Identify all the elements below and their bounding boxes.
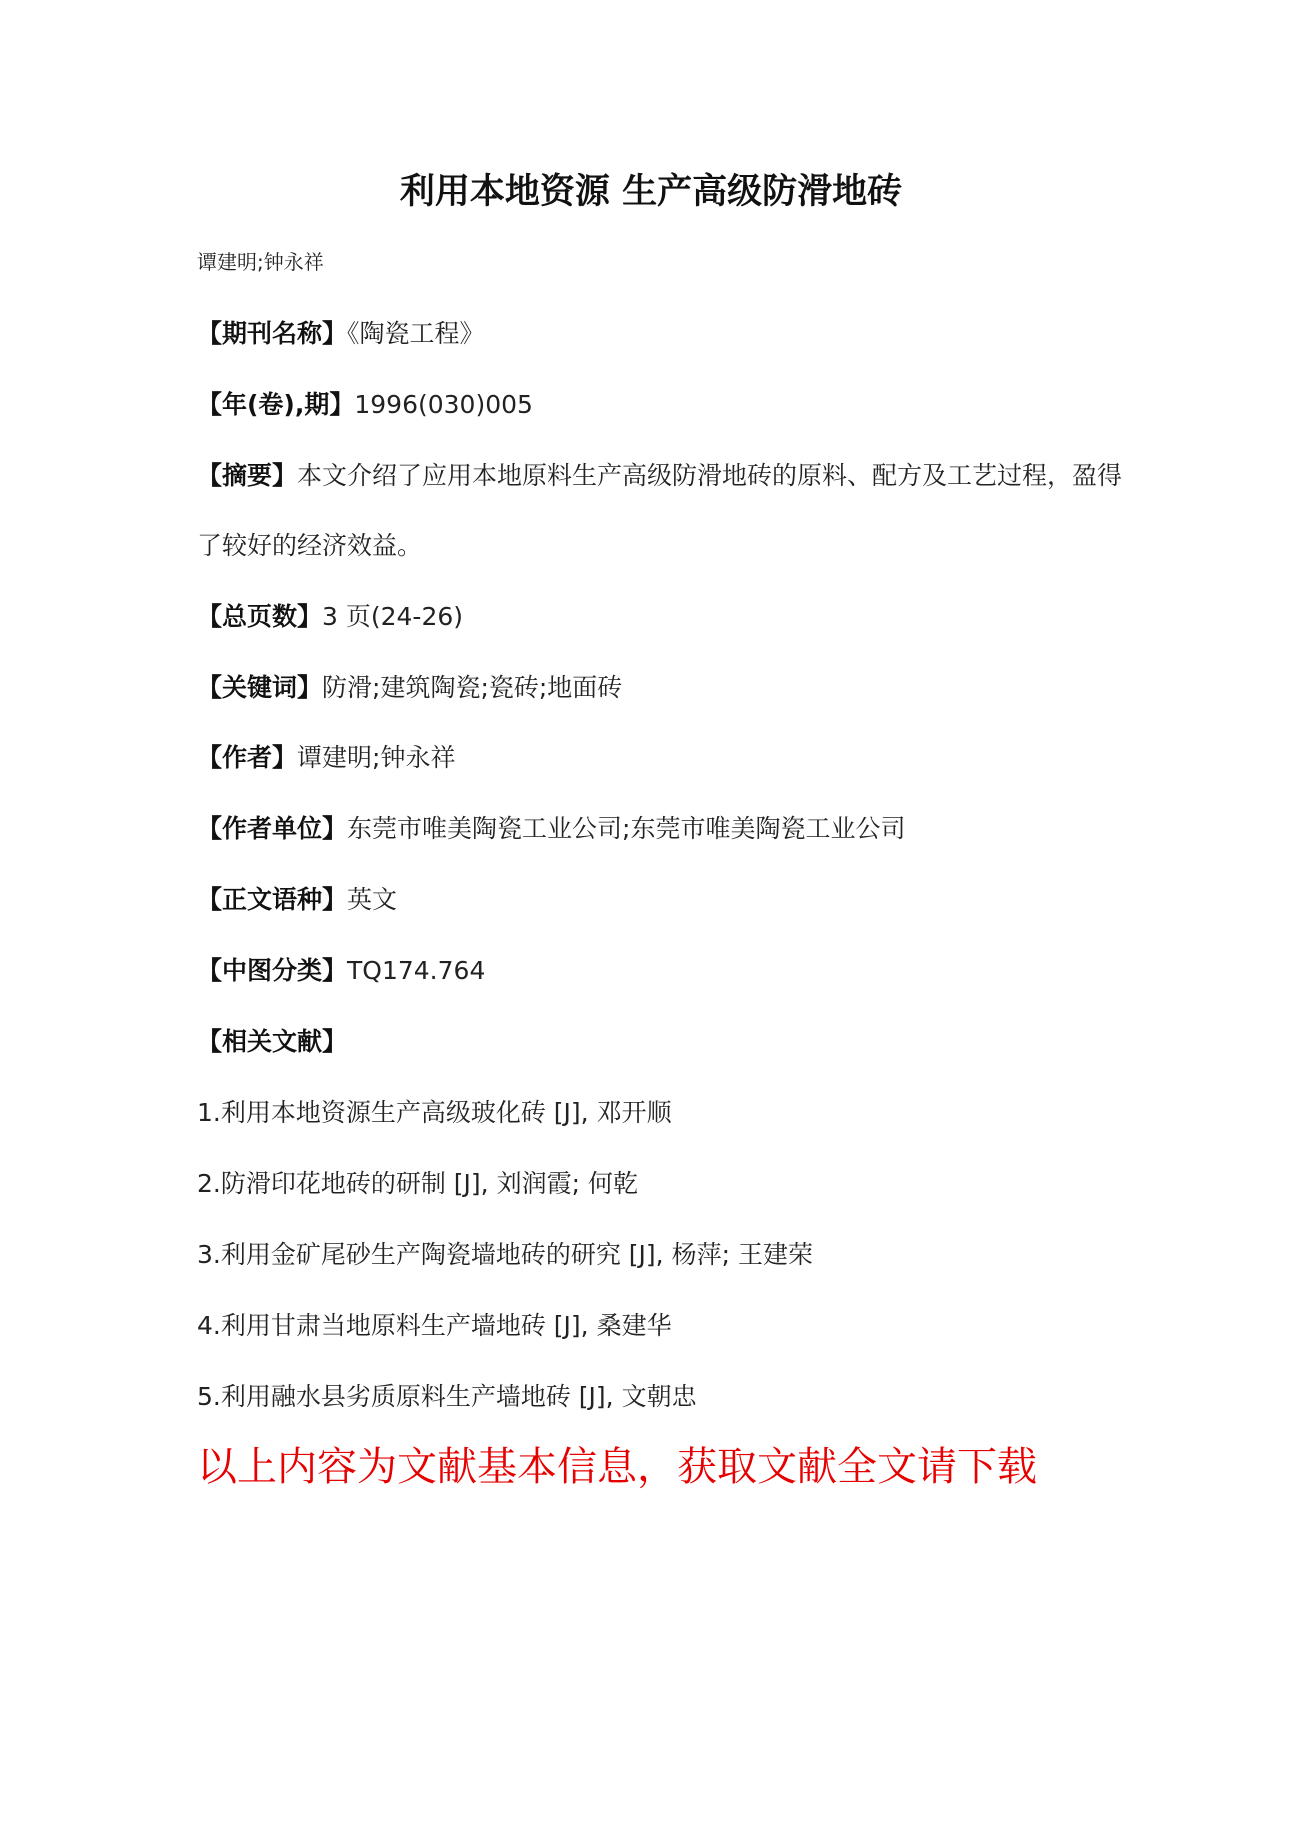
authors-line: 谭建明;钟永祥 <box>197 250 324 274</box>
field-abstract-value: 本文介绍了应用本地原料生产高级防滑地砖的原料、配方及工艺过程，盈得了较好的经济效益。 <box>197 461 1123 560</box>
field-total-pages-value: 3 页(24-26) <box>322 602 464 631</box>
field-language <box>197 882 397 918</box>
field-year-label: 【年(卷),期】 <box>197 390 355 419</box>
field-year-value: 1996(030)005 <box>354 390 533 419</box>
field-related <box>197 1024 347 1060</box>
field-keywords-value: 防滑;建筑陶瓷;瓷砖;地面砖 <box>322 673 623 702</box>
reference-item-2[interactable]: 2.防滑印花地砖的研制 [J], 刘润霞; 何乾 <box>197 1169 638 1198</box>
reference-item-5[interactable]: 5.利用融水县劣质原料生产墙地砖 [J], 文朝忠 <box>197 1382 697 1411</box>
reference-item-3[interactable]: 3.利用金矿尾砂生产陶瓷墙地砖的研究 [J], 杨萍; 王建荣 <box>197 1240 813 1269</box>
download-notice: 以上内容为文献基本信息，获取文献全文请下载 <box>197 1444 1037 1490</box>
reference-item-4[interactable]: 4.利用甘肃当地原料生产墙地砖 [J], 桑建华 <box>197 1311 672 1340</box>
field-keywords <box>197 670 622 706</box>
field-abstract-label: 【摘要】 <box>197 461 298 490</box>
field-related-label: 【相关文献】 <box>197 1027 348 1056</box>
field-total-pages-label: 【总页数】 <box>197 602 323 631</box>
document-title: 利用本地资源 生产高级防滑地砖 <box>399 172 903 212</box>
field-classification-value: TQ174.764 <box>347 956 486 985</box>
field-year-volume-issue <box>197 387 533 423</box>
field-journal-value: 《陶瓷工程》 <box>347 319 485 348</box>
field-authors-label: 【作者】 <box>197 743 298 772</box>
field-affiliation-value: 东莞市唯美陶瓷工业公司;东莞市唯美陶瓷工业公司 <box>347 814 906 843</box>
field-keywords-label: 【关键词】 <box>197 673 323 702</box>
field-classification <box>197 953 485 989</box>
field-journal <box>197 316 485 352</box>
field-language-label: 【正文语种】 <box>197 885 348 914</box>
field-affiliation <box>197 811 905 847</box>
field-authors <box>197 740 455 776</box>
field-affiliation-label: 【作者单位】 <box>197 814 348 843</box>
field-language-value: 英文 <box>347 885 398 914</box>
field-authors-value: 谭建明;钟永祥 <box>297 743 456 772</box>
field-abstract <box>197 441 1137 581</box>
field-journal-label: 【期刊名称】 <box>197 319 348 348</box>
reference-item-1[interactable]: 1.利用本地资源生产高级玻化砖 [J], 邓开顺 <box>197 1098 672 1127</box>
field-total-pages <box>197 599 463 635</box>
field-classification-label: 【中图分类】 <box>197 956 348 985</box>
